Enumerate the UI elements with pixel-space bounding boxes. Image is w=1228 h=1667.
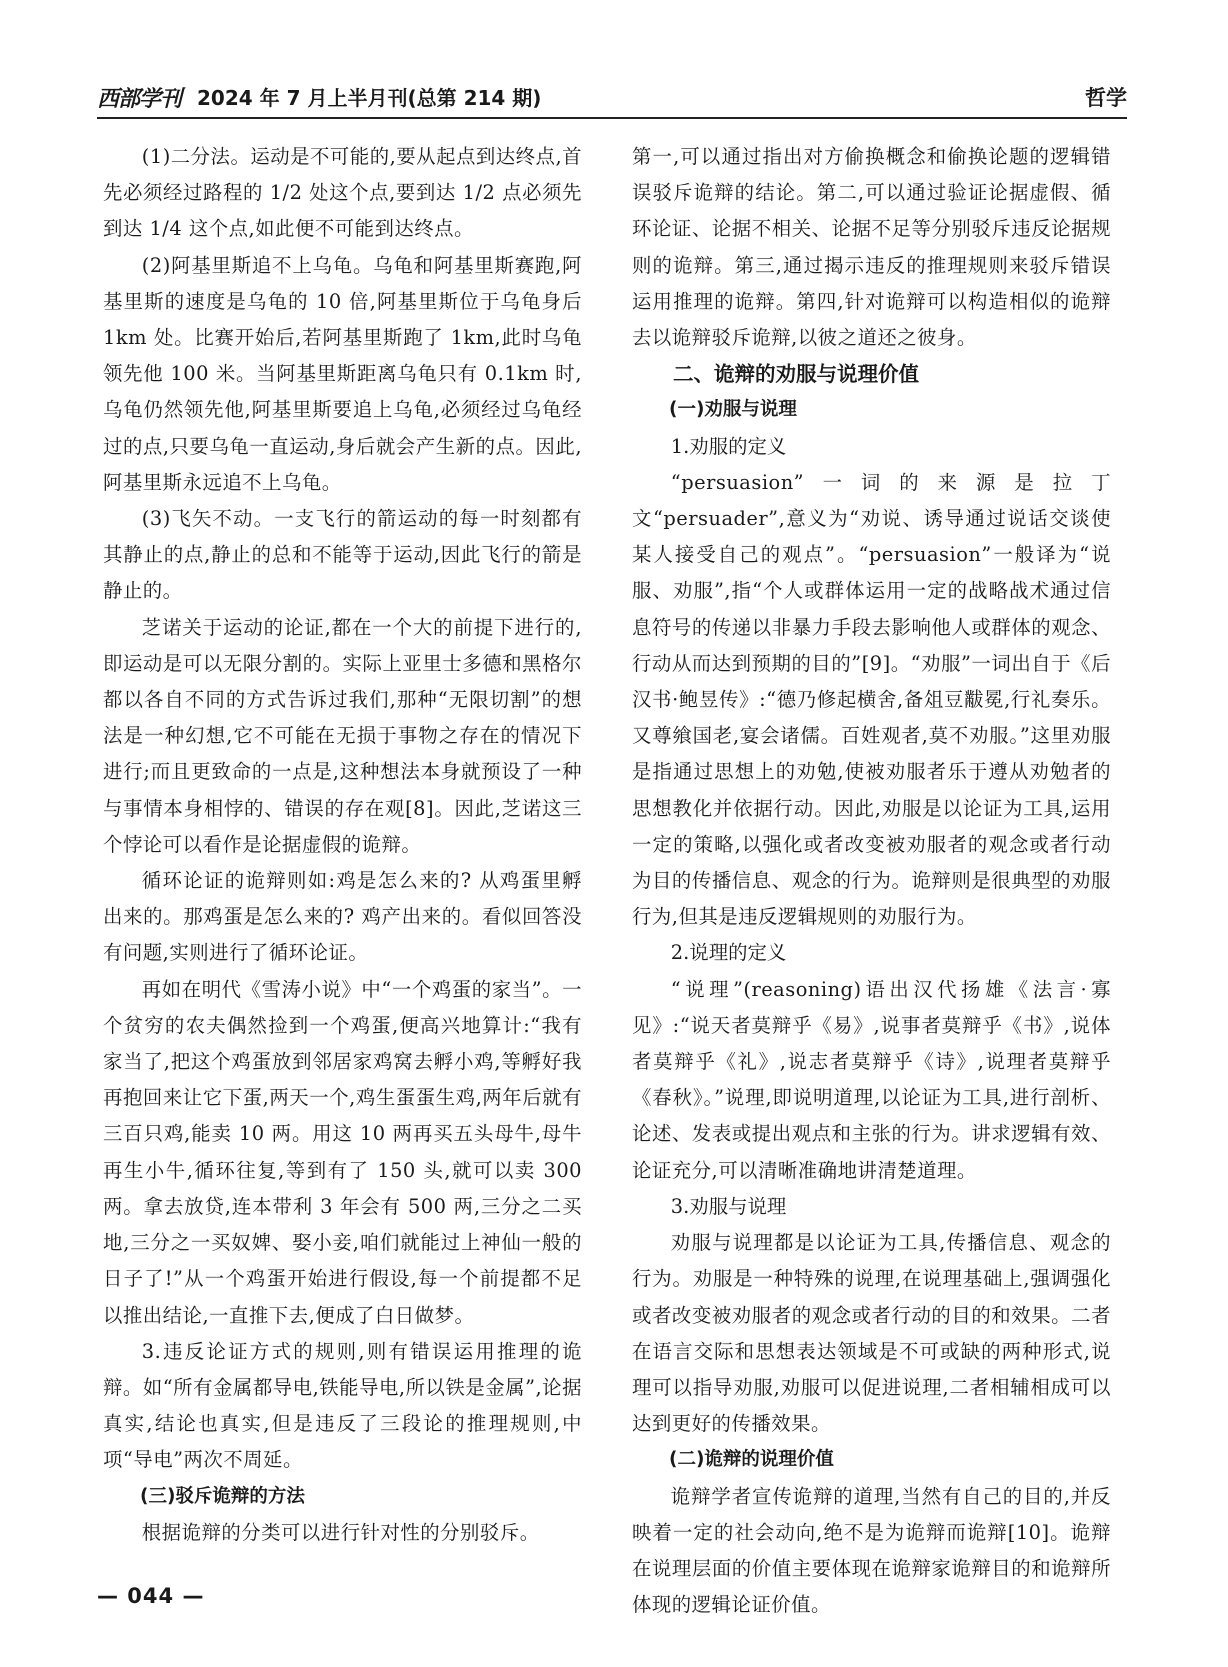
left-column [103, 139, 582, 1589]
paragraph: 循环论证的诡辩则如:鸡是怎么来的? 从鸡蛋里孵出来的。那鸡蛋是怎么来的? 鸡产出来的。看似回答没有问题,实则进行了循环论证。 [103, 869, 582, 965]
subsection-heading: (一)劝服与说理 [669, 399, 797, 421]
section-heading: 二、诡辩的劝服与说理价值 [673, 362, 919, 387]
header-rule [97, 117, 1127, 119]
paragraph: 根据诡辩的分类可以进行针对性的分别驳斥。 [141, 1520, 540, 1544]
paragraph: 再如在明代《雪涛小说》中“一个鸡蛋的家当”。一个贫穷的农夫偶然捡到一个鸡蛋,便高兴地算计:“我有家当了,把这个鸡蛋放到邻居家鸡窝去孵小鸡,等孵好我再抱回来让它下蛋,两天一个,鸡生蛋蛋生鸡,两年后就有三百只鸡,能卖 10 两。用这 10 两再买五头母牛,母牛再生小牛,循环往复,等到有了 150 头,就可以卖 300 两。拿去放贷,连本带利 3 年会有 500 两,三分之二买地,三分之一买奴婢、娶小妾,咱们就能过上神仙一般的日子了!”从一个鸡蛋开始进行假设,每一个前提都不足以推出结论,一直推下去,便成了白日做梦。 [103, 977, 582, 1327]
paragraph: 芝诺关于运动的论证,都在一个大的前提下进行的,即运动是可以无限分割的。实际上亚里士多德和黑格尔都以各自不同的方式告诉过我们,那种“无限切割”的想法是一种幻想,它不可能在无损于事物之存在的情况下进行;而且更致命的一点是,这种想法本身就预设了一种与事情本身相悖的、错误的存在观[8]。因此,芝诺这三个悖论可以看作是论据虚假的诡辩。 [103, 615, 582, 856]
journal-logo: 西部学刊 [97, 86, 182, 112]
page-number: — 044 — [97, 1584, 205, 1608]
right-column [632, 139, 1111, 1617]
paragraph: 3.违反论证方式的规则,则有错误运用推理的诡辩。如“所有金属都导电,铁能导电,所以铁是金属”,论据真实,结论也真实,但是违反了三段论的推理规则,中项“导电”两次不周延。 [103, 1339, 582, 1472]
paragraph: (3)飞矢不动。一支飞行的箭运动的每一时刻都有其静止的点,静止的总和不能等于运动,因此飞行的箭是静止的。 [103, 507, 582, 603]
section-name: 哲学 [1085, 86, 1127, 110]
minor-heading: 3.劝服与说理 [670, 1194, 787, 1218]
minor-heading: 1.劝服的定义 [670, 434, 787, 458]
paragraph: (2)阿基里斯追不上乌龟。乌龟和阿基里斯赛跑,阿基里斯的速度是乌龟的 10 倍,阿基里斯位于乌龟身后 1km 处。比赛开始后,若阿基里斯跑了 1km,此时乌龟领先他 100 米。当阿基里斯距离乌龟只有 0.1km 时,乌龟仍然领先他,阿基里斯要追上乌龟,必须经过乌龟经过的点,只要乌龟一直运动,身后就会产生新的点。因此,阿基里斯永远追不上乌龟。 [103, 253, 582, 494]
paragraph: 劝服与说理都是以论证为工具,传播信息、观念的行为。劝服是一种特殊的说理,在说理基础上,强调强化或者改变被劝服者的观念或者行动的目的和效果。二者在语言交际和思想表达领域是不可或缺的两种形式,说理可以指导劝服,劝服可以促进说理,二者相辅相成可以达到更好的传播效果。 [632, 1231, 1111, 1436]
paragraph: (1)二分法。运动是不可能的,要从起点到达终点,首先必须经过路程的 1/2 处这个点,要到达 1/2 点必须先到达 1/4 这个点,如此便不可能到达终点。 [103, 145, 582, 241]
journal-issue: 2024 年 7 月上半月刊(总第 214 期) [197, 86, 542, 110]
paragraph-continued: 第一,可以通过指出对方偷换概念和偷换论题的逻辑错误驳斥诡辩的结论。第二,可以通过验证论据虚假、循环论证、论据不相关、论据不足等分别驳斥违反论据规则的诡辩。第三,通过揭示违反的推理规则来驳斥错误运用推理的诡辩。第四,针对诡辩可以构造相似的诡辩去以诡辩驳斥诡辩,以彼之道还之彼身。 [632, 145, 1111, 350]
subsection-heading: (三)驳斥诡辩的方法 [140, 1485, 305, 1507]
minor-heading: 2.说理的定义 [670, 941, 787, 965]
page-header [97, 82, 1127, 116]
paragraph: “说理”(reasoning)语出汉代扬雄《法言·寡见》:“说天者莫辩乎《易》,说事者莫辩乎《书》,说体者莫辩乎《礼》,说志者莫辩乎《诗》,说理者莫辩乎《春秋》。”说理,即说明道理,以论证为工具,进行剖析、论述、发表或提出观点和主张的行为。讲求逻辑有效、论证充分,可以清晰准确地讲清楚道理。 [632, 977, 1111, 1182]
paragraph: “persuasion”一词的来源是拉丁文“persuader”,意义为“劝说、诱导通过说话交谈使某人接受自己的观点”。“persuasion”一般译为“说服、劝服”,指“个人或群体运用一定的战略战术通过信息符号的传递以非暴力手段去影响他人或群体的观念、行动从而达到预期的目的”[9]。“劝服”一词出自于《后汉书·鲍昱传》:“德乃修起横舍,备俎豆黻冕,行礼奏乐。又尊飨国老,宴会诸儒。百姓观者,莫不劝服。”这里劝服是指通过思想上的劝勉,使被劝服者乐于遵从劝勉者的思想教化并依据行动。因此,劝服是以论证为工具,运用一定的策略,以强化或者改变被劝服者的观念或者行动为目的传播信息、观念的行为。诡辩则是很典型的劝服行为,但其是违反逻辑规则的劝服行为。 [632, 470, 1111, 929]
paragraph: 诡辩学者宣传诡辩的道理,当然有自己的目的,并反映着一定的社会动向,绝不是为诡辩而诡辩[10]。诡辩在说理层面的价值主要体现在诡辩家诡辩目的和诡辩所体现的逻辑论证价值。 [632, 1484, 1111, 1617]
subsection-heading: (二)诡辩的说理价值 [669, 1449, 834, 1471]
